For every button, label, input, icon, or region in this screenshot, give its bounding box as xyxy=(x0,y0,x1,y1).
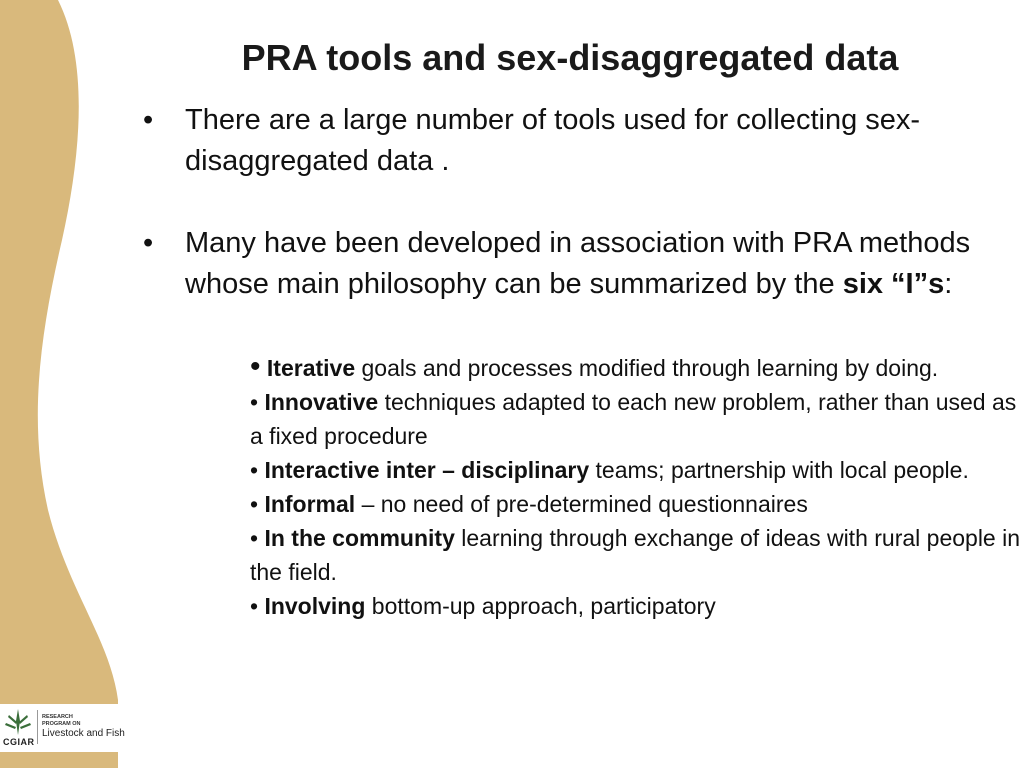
bullet-2-text-intro: Many have been developed in association with PRA methods whose main philosophy can be summarized by the xyxy=(185,227,971,300)
six-is-item-informal xyxy=(250,487,1020,521)
sub-bullet-marker: • xyxy=(250,457,259,483)
cgiar-livestock-fish-logo xyxy=(0,704,128,752)
six-is-list xyxy=(250,350,1020,623)
slide-title: PRA tools and sex-disaggregated data xyxy=(241,37,899,78)
logo-line-livestock-fish: Livestock and Fish xyxy=(42,728,125,739)
bullet-1-text: There are a large number of tools used for collecting sex-disaggregated data . xyxy=(185,104,921,177)
bullet-1 xyxy=(143,100,1019,182)
sub-bullet-marker: • xyxy=(250,593,259,619)
six-is-lead: Innovative xyxy=(264,389,379,415)
sub-bullet-marker: • xyxy=(250,525,259,551)
six-is-lead: Iterative xyxy=(266,355,356,381)
six-is-description: teams; partnership with local people. xyxy=(589,457,969,483)
bullet-2 xyxy=(143,223,1019,305)
cgiar-wordmark: CGIAR xyxy=(3,737,35,747)
six-is-lead: Involving xyxy=(264,593,366,619)
six-is-description: goals and processes modified through learning by doing. xyxy=(355,355,939,381)
six-is-item-innovative xyxy=(250,385,1020,453)
six-is-item-iterative xyxy=(250,350,1020,385)
six-is-lead: Interactive inter – disciplinary xyxy=(264,457,590,483)
bullet-1-marker: • xyxy=(143,104,154,136)
six-is-lead: In the community xyxy=(264,525,455,551)
bullet-2-text xyxy=(185,223,1019,305)
wheat-logo-icon xyxy=(3,707,33,737)
logo-divider xyxy=(37,710,38,744)
six-is-description: – no need of pre-determined questionnaires xyxy=(355,491,808,517)
sub-bullet-marker: • xyxy=(250,491,259,517)
sub-bullet-marker: • xyxy=(250,389,259,415)
six-is-description: bottom-up approach, participatory xyxy=(365,593,716,619)
six-is-description: learning through exchange of ideas with rural people in the field. xyxy=(250,525,1021,585)
wave-shape xyxy=(0,0,118,768)
sub-bullet-marker: • xyxy=(250,350,261,383)
logo-line-program-on: PROGRAM ON xyxy=(42,721,81,727)
six-is-item-involving xyxy=(250,589,1020,623)
logo-line-research: RESEARCH xyxy=(42,714,73,720)
bullet-2-marker: • xyxy=(143,227,154,259)
bullet-2-colon: : xyxy=(944,268,953,300)
six-is-lead: Informal xyxy=(264,491,356,517)
six-is-description: techniques adapted to each new problem, rather than used as a fixed procedure xyxy=(250,389,1017,449)
bullet-2-emphasis: six “I”s xyxy=(842,268,945,300)
six-is-item-interactive xyxy=(250,453,1020,487)
six-is-item-in-the-community xyxy=(250,521,1020,589)
